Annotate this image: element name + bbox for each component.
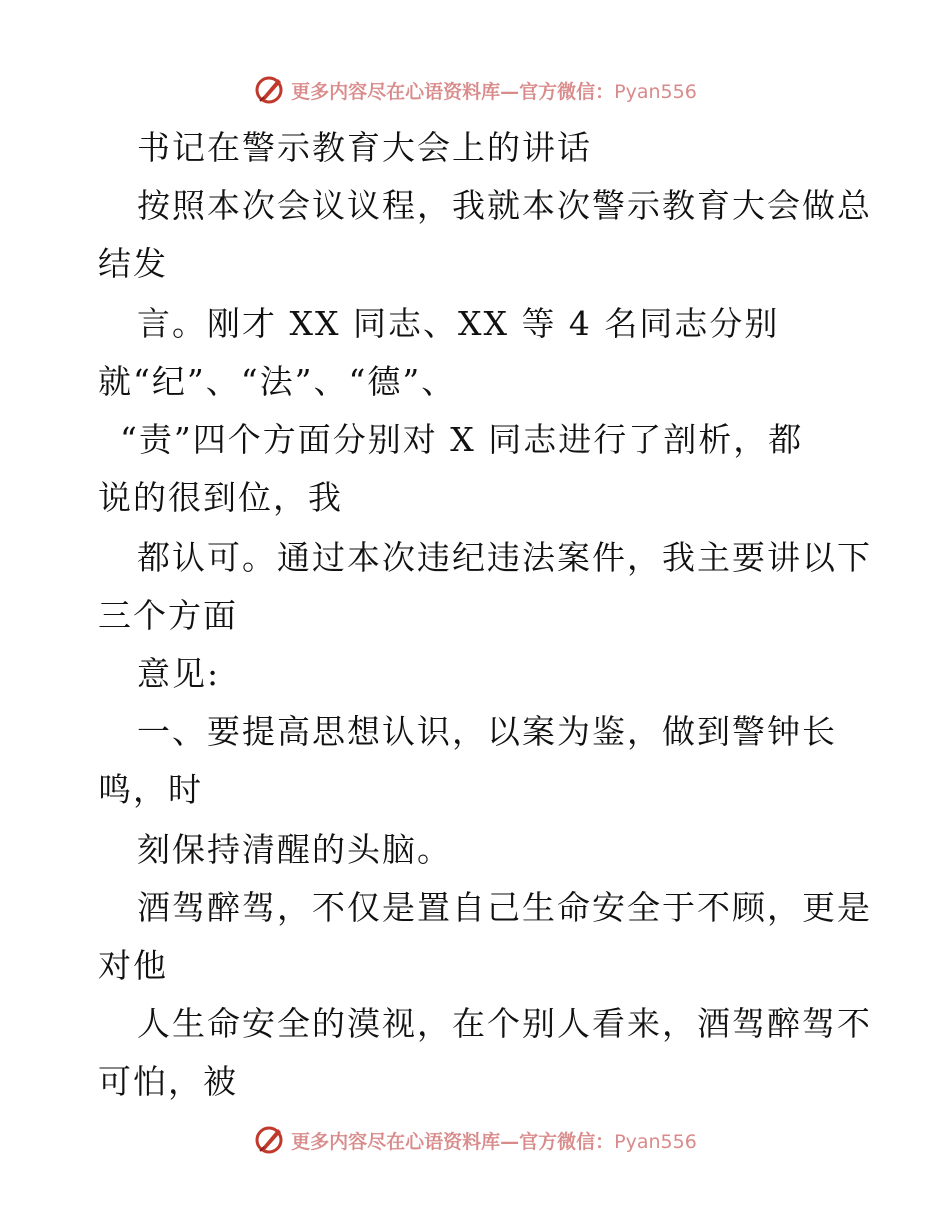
paragraph-line: “责”四个方面分别对 X 同志进行了剖析，都 xyxy=(120,420,804,459)
paragraph-line: 鸣，时 xyxy=(98,770,203,809)
header-watermark xyxy=(0,70,950,110)
watermark-text: 更多内容尽在心语资料库—官方微信：Pyan556 xyxy=(291,80,697,103)
paragraph-line: 刻保持清醒的头脑。 xyxy=(137,830,452,869)
watermark-wechat-id: Pyan556 xyxy=(614,1130,697,1153)
paragraph-line: 三个方面 xyxy=(98,596,238,635)
paragraph-line: 可怕，被 xyxy=(98,1062,238,1101)
paragraph-line: 按照本次会议议程，我就本次警示教育大会做总 xyxy=(137,186,872,225)
paragraph-line: 就“纪”、“法”、“德”、 xyxy=(98,362,457,401)
quill-pen-logo-icon xyxy=(253,73,287,107)
watermark-wechat-id: Pyan556 xyxy=(614,80,697,103)
paragraph-line: 言。刚才 XX 同志、XX 等 4 名同志分别 xyxy=(137,304,780,343)
quill-pen-logo-icon xyxy=(253,1123,287,1157)
watermark-text: 更多内容尽在心语资料库—官方微信：Pyan556 xyxy=(291,1130,697,1153)
paragraph-line: 酒驾醉驾，不仅是置自己生命安全于不顾，更是 xyxy=(137,888,872,927)
paragraph-line: 意见: xyxy=(137,654,221,693)
paragraph-line: 说的很到位，我 xyxy=(98,478,343,517)
paragraph-line: 对他 xyxy=(98,946,168,985)
document-title: 书记在警示教育大会上的讲话 xyxy=(137,128,592,167)
footer-watermark xyxy=(0,1120,950,1160)
section-heading: 一、要提高思想认识，以案为鉴，做到警钟长 xyxy=(137,712,837,751)
paragraph-line: 都认可。通过本次违纪违法案件，我主要讲以下 xyxy=(137,538,872,577)
paragraph-line: 结发 xyxy=(98,244,168,283)
paragraph-line: 人生命安全的漠视，在个别人看来，酒驾醉驾不 xyxy=(137,1004,872,1043)
